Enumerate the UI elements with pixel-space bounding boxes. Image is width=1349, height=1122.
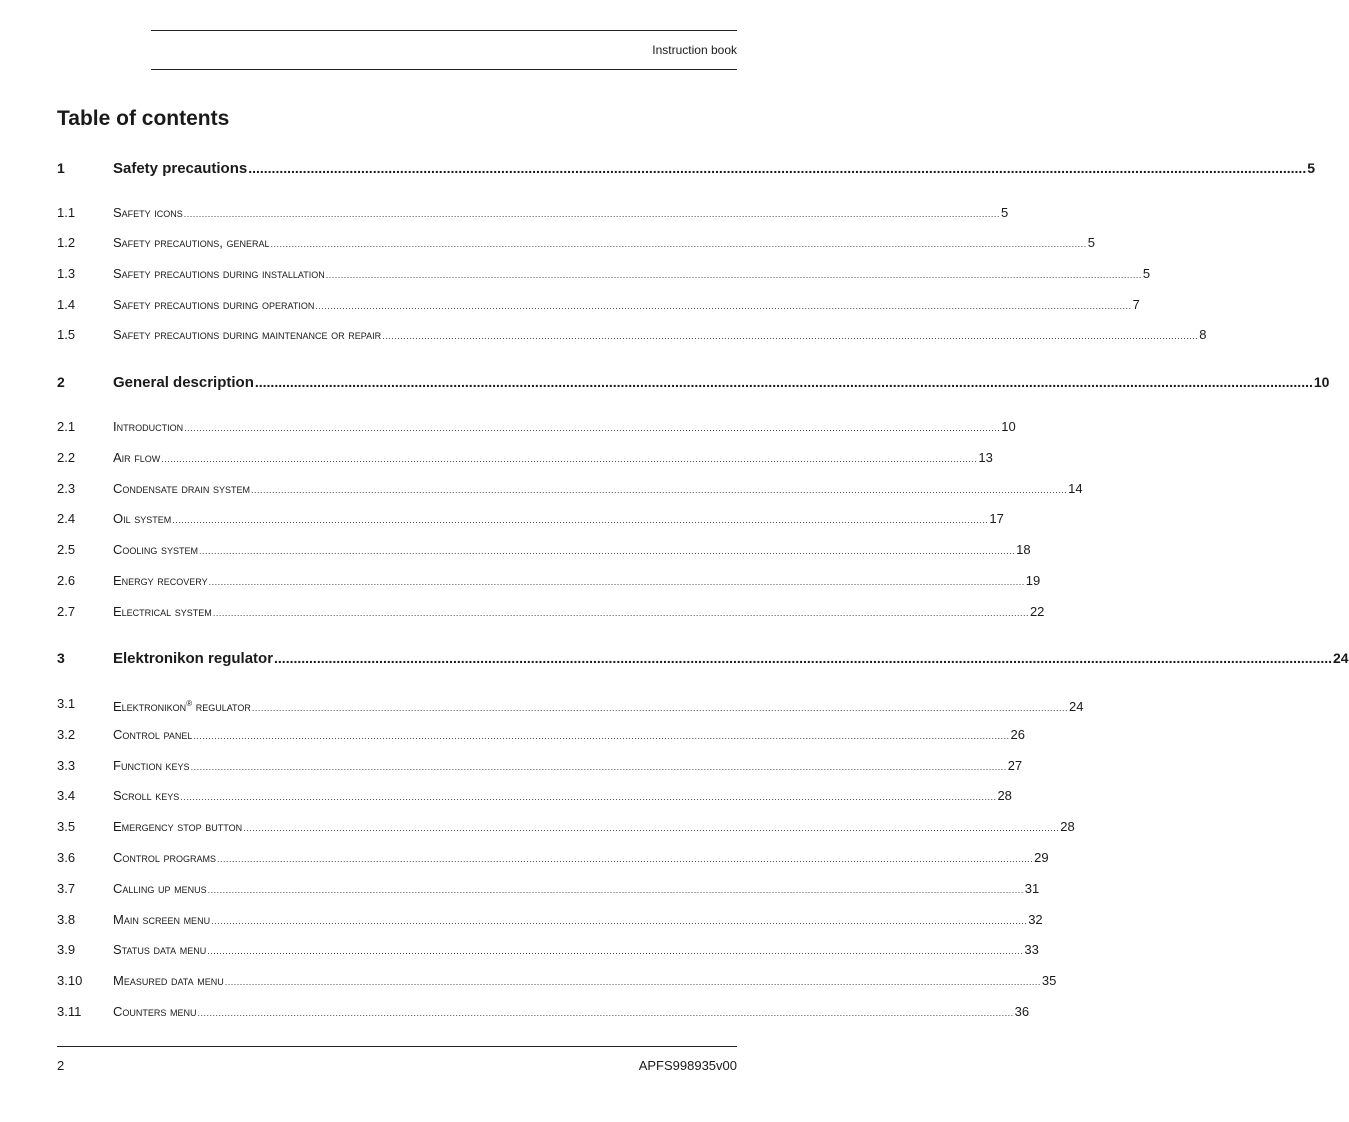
toc-number: 3 [57,650,65,666]
toc-chapter-2[interactable] [57,373,1330,391]
toc-page: 19 [1025,573,1041,588]
toc-number: 3.3 [57,758,76,773]
toc-number: 2.2 [57,450,76,465]
toc-section-2-7[interactable] [57,603,1045,621]
toc-page: 5 [1307,160,1315,176]
toc-title: Safety precautions, general [113,235,270,250]
toc-number: 2.3 [57,481,76,496]
toc-title: Safety icons [113,205,183,220]
toc-title: Counters menu [113,1004,197,1019]
registered-mark: ® [186,699,193,708]
toc-number: 3.9 [57,942,76,957]
dot-leader: ................................................................................................................................................................................................................................................................................ [243,823,1060,833]
toc-title: Main screen menu [113,912,211,927]
dot-leader: ................................................................................................................................................................................................................................................................................ [250,485,1068,495]
toc-section-3-2[interactable] [57,726,1025,744]
toc-page: 29 [1034,850,1049,865]
toc-page: 8 [1199,327,1207,342]
dot-leader: ................................................................................................................................................................................................................................................................................ [251,703,1069,713]
toc-section-3-5[interactable] [57,818,1075,836]
dot-leader: ................................................................................................................................................................................................................................................................................ [184,423,1001,433]
toc-title: Energy recovery [113,573,208,588]
toc-title: Condensate drain system [113,481,250,496]
toc-page: 33 [1024,942,1039,957]
toc-section-1-3[interactable] [57,265,1151,283]
toc-title: Function keys [113,758,190,773]
footer-rule [57,1046,737,1047]
toc-page: 31 [1024,881,1040,896]
toc-section-2-4[interactable] [57,510,1004,528]
toc-page: 5 [1142,266,1151,281]
toc-page: 27 [1007,758,1023,773]
toc-number: 3.5 [57,819,76,834]
toc-page: 13 [978,450,993,465]
toc-title: Measured data menu [113,973,224,988]
toc-section-2-2[interactable] [57,449,993,467]
toc-section-1-2[interactable] [57,234,1095,252]
toc-number: 1.5 [57,327,76,342]
dot-leader: ................................................................................................................................................................................................................................................................................ [180,792,997,802]
toc-section-3-6[interactable] [57,849,1049,867]
dot-leader: ................................................................................................................................................................................................................................................................................ [274,650,1333,666]
dot-leader: ................................................................................................................................................................................................................................................................................ [212,608,1029,618]
toc-number: 3.10 [57,973,83,988]
toc-page: 14 [1068,481,1083,496]
dot-leader: ................................................................................................................................................................................................................................................................................ [207,946,1024,956]
dot-leader: ................................................................................................................................................................................................................................................................................ [190,762,1007,772]
toc-number: 3.6 [57,850,76,865]
toc-section-3-8[interactable] [57,911,1043,929]
footer-page-number: 2 [57,1058,65,1073]
toc-number: 1 [57,160,65,176]
toc-page: 28 [997,788,1012,803]
header-top-rule [151,30,737,31]
toc-chapter-3[interactable] [57,649,1349,667]
toc-page: 5 [1087,235,1095,250]
toc-number: 1.2 [57,235,76,250]
toc-number: 1.1 [57,205,76,220]
toc-page: 7 [1132,297,1140,312]
header-label: Instruction book [652,43,737,57]
toc-title: Electrical system [113,604,212,619]
toc-section-3-7[interactable] [57,880,1040,898]
dot-leader: ................................................................................................................................................................................................................................................................................ [207,885,1024,895]
toc-title: Calling up menus [113,881,207,896]
toc-number: 3.11 [57,1004,82,1019]
toc-section-2-3[interactable] [57,480,1083,498]
toc-title: Scroll keys [113,788,180,803]
toc-number: 3.2 [57,727,76,742]
toc-title: Introduction [113,419,184,434]
toc-section-3-3[interactable] [57,757,1023,775]
toc-section-2-1[interactable] [57,418,1016,436]
toc-title: Elektronikon regulator [113,650,274,667]
toc-title: Safety precautions during operation [113,297,315,312]
toc-section-3-10[interactable] [57,972,1057,990]
toc-page: 10 [1001,419,1016,434]
toc-number: 3.1 [57,696,76,711]
toc-number: 2.7 [57,604,76,619]
dot-leader: ................................................................................................................................................................................................................................................................................ [248,160,1307,176]
dot-leader: ................................................................................................................................................................................................................................................................................ [211,916,1028,926]
toc-page: 35 [1041,973,1057,988]
toc-page: 32 [1028,912,1043,927]
toc-title: Safety precautions during maintenance or repair [113,327,382,342]
toc-number: 2.4 [57,511,76,526]
toc-section-1-1[interactable] [57,204,1009,222]
dot-leader: ................................................................................................................................................................................................................................................................................ [199,546,1016,556]
toc-title: Control programs [113,850,217,865]
toc-section-2-5[interactable] [57,541,1031,559]
toc-title [113,695,251,716]
toc-number: 1.4 [57,297,76,312]
toc-number: 2.5 [57,542,76,557]
toc-title-suffix: regulator [192,699,251,714]
dot-leader: ................................................................................................................................................................................................................................................................................ [382,331,1199,341]
dot-leader: ................................................................................................................................................................................................................................................................................ [197,1008,1014,1018]
toc-number: 3.7 [57,881,76,896]
toc-number: 3.4 [57,788,76,803]
toc-page: 10 [1313,374,1330,390]
dot-leader: ................................................................................................................................................................................................................................................................................ [224,977,1041,987]
dot-leader: ................................................................................................................................................................................................................................................................................ [217,854,1034,864]
toc-title: Status data menu [113,942,207,957]
toc-title: Safety precautions [113,160,248,177]
toc-title-brand: Elektronikon [113,699,187,714]
toc-chapter-1[interactable] [57,159,1315,177]
toc-page: 5 [1000,205,1009,220]
toc-page: 18 [1016,542,1031,557]
toc-page: 26 [1010,727,1025,742]
dot-leader: ................................................................................................................................................................................................................................................................................ [325,270,1142,280]
toc-page: 17 [989,511,1004,526]
toc-section-3-4[interactable] [57,787,1012,805]
toc-title: Cooling system [113,542,199,557]
dot-leader: ................................................................................................................................................................................................................................................................................ [161,454,978,464]
toc-title: General description [113,374,254,391]
toc-page: 28 [1060,819,1075,834]
dot-leader: ................................................................................................................................................................................................................................................................................ [208,577,1025,587]
toc-number: 2.6 [57,573,76,588]
toc-title: Control panel [113,727,193,742]
toc-number: 1.3 [57,266,76,281]
toc-page: 22 [1029,604,1045,619]
toc-section-3-11[interactable] [57,1003,1030,1021]
dot-leader: ................................................................................................................................................................................................................................................................................ [193,731,1010,741]
toc-section-1-4[interactable] [57,296,1140,314]
toc-number: 3.8 [57,912,76,927]
dot-leader: ................................................................................................................................................................................................................................................................................ [183,209,1000,219]
toc-title: Oil system [113,511,172,526]
toc-section-3-9[interactable] [57,941,1039,959]
toc-title: Safety precautions during installation [113,266,325,281]
dot-leader: ................................................................................................................................................................................................................................................................................ [254,374,1313,390]
toc-title: Emergency stop button [113,819,243,834]
footer-doc-code: APFS998935v00 [638,1058,737,1073]
dot-leader: ................................................................................................................................................................................................................................................................................ [172,515,989,525]
toc-number: 2 [57,374,65,390]
toc-title: Air flow [113,450,161,465]
toc-section-3-1[interactable] [57,695,1084,714]
dot-leader: ................................................................................................................................................................................................................................................................................ [315,301,1132,311]
header-bottom-rule [151,69,737,70]
dot-leader: ................................................................................................................................................................................................................................................................................ [270,239,1087,249]
toc-section-1-5[interactable] [57,326,1207,344]
toc-page: 24 [1069,699,1084,714]
toc-page: 24 [1333,650,1349,666]
toc-number: 2.1 [57,419,76,434]
toc-page: 36 [1014,1004,1030,1019]
toc-section-2-6[interactable] [57,572,1041,590]
page-title: Table of contents [57,107,230,130]
